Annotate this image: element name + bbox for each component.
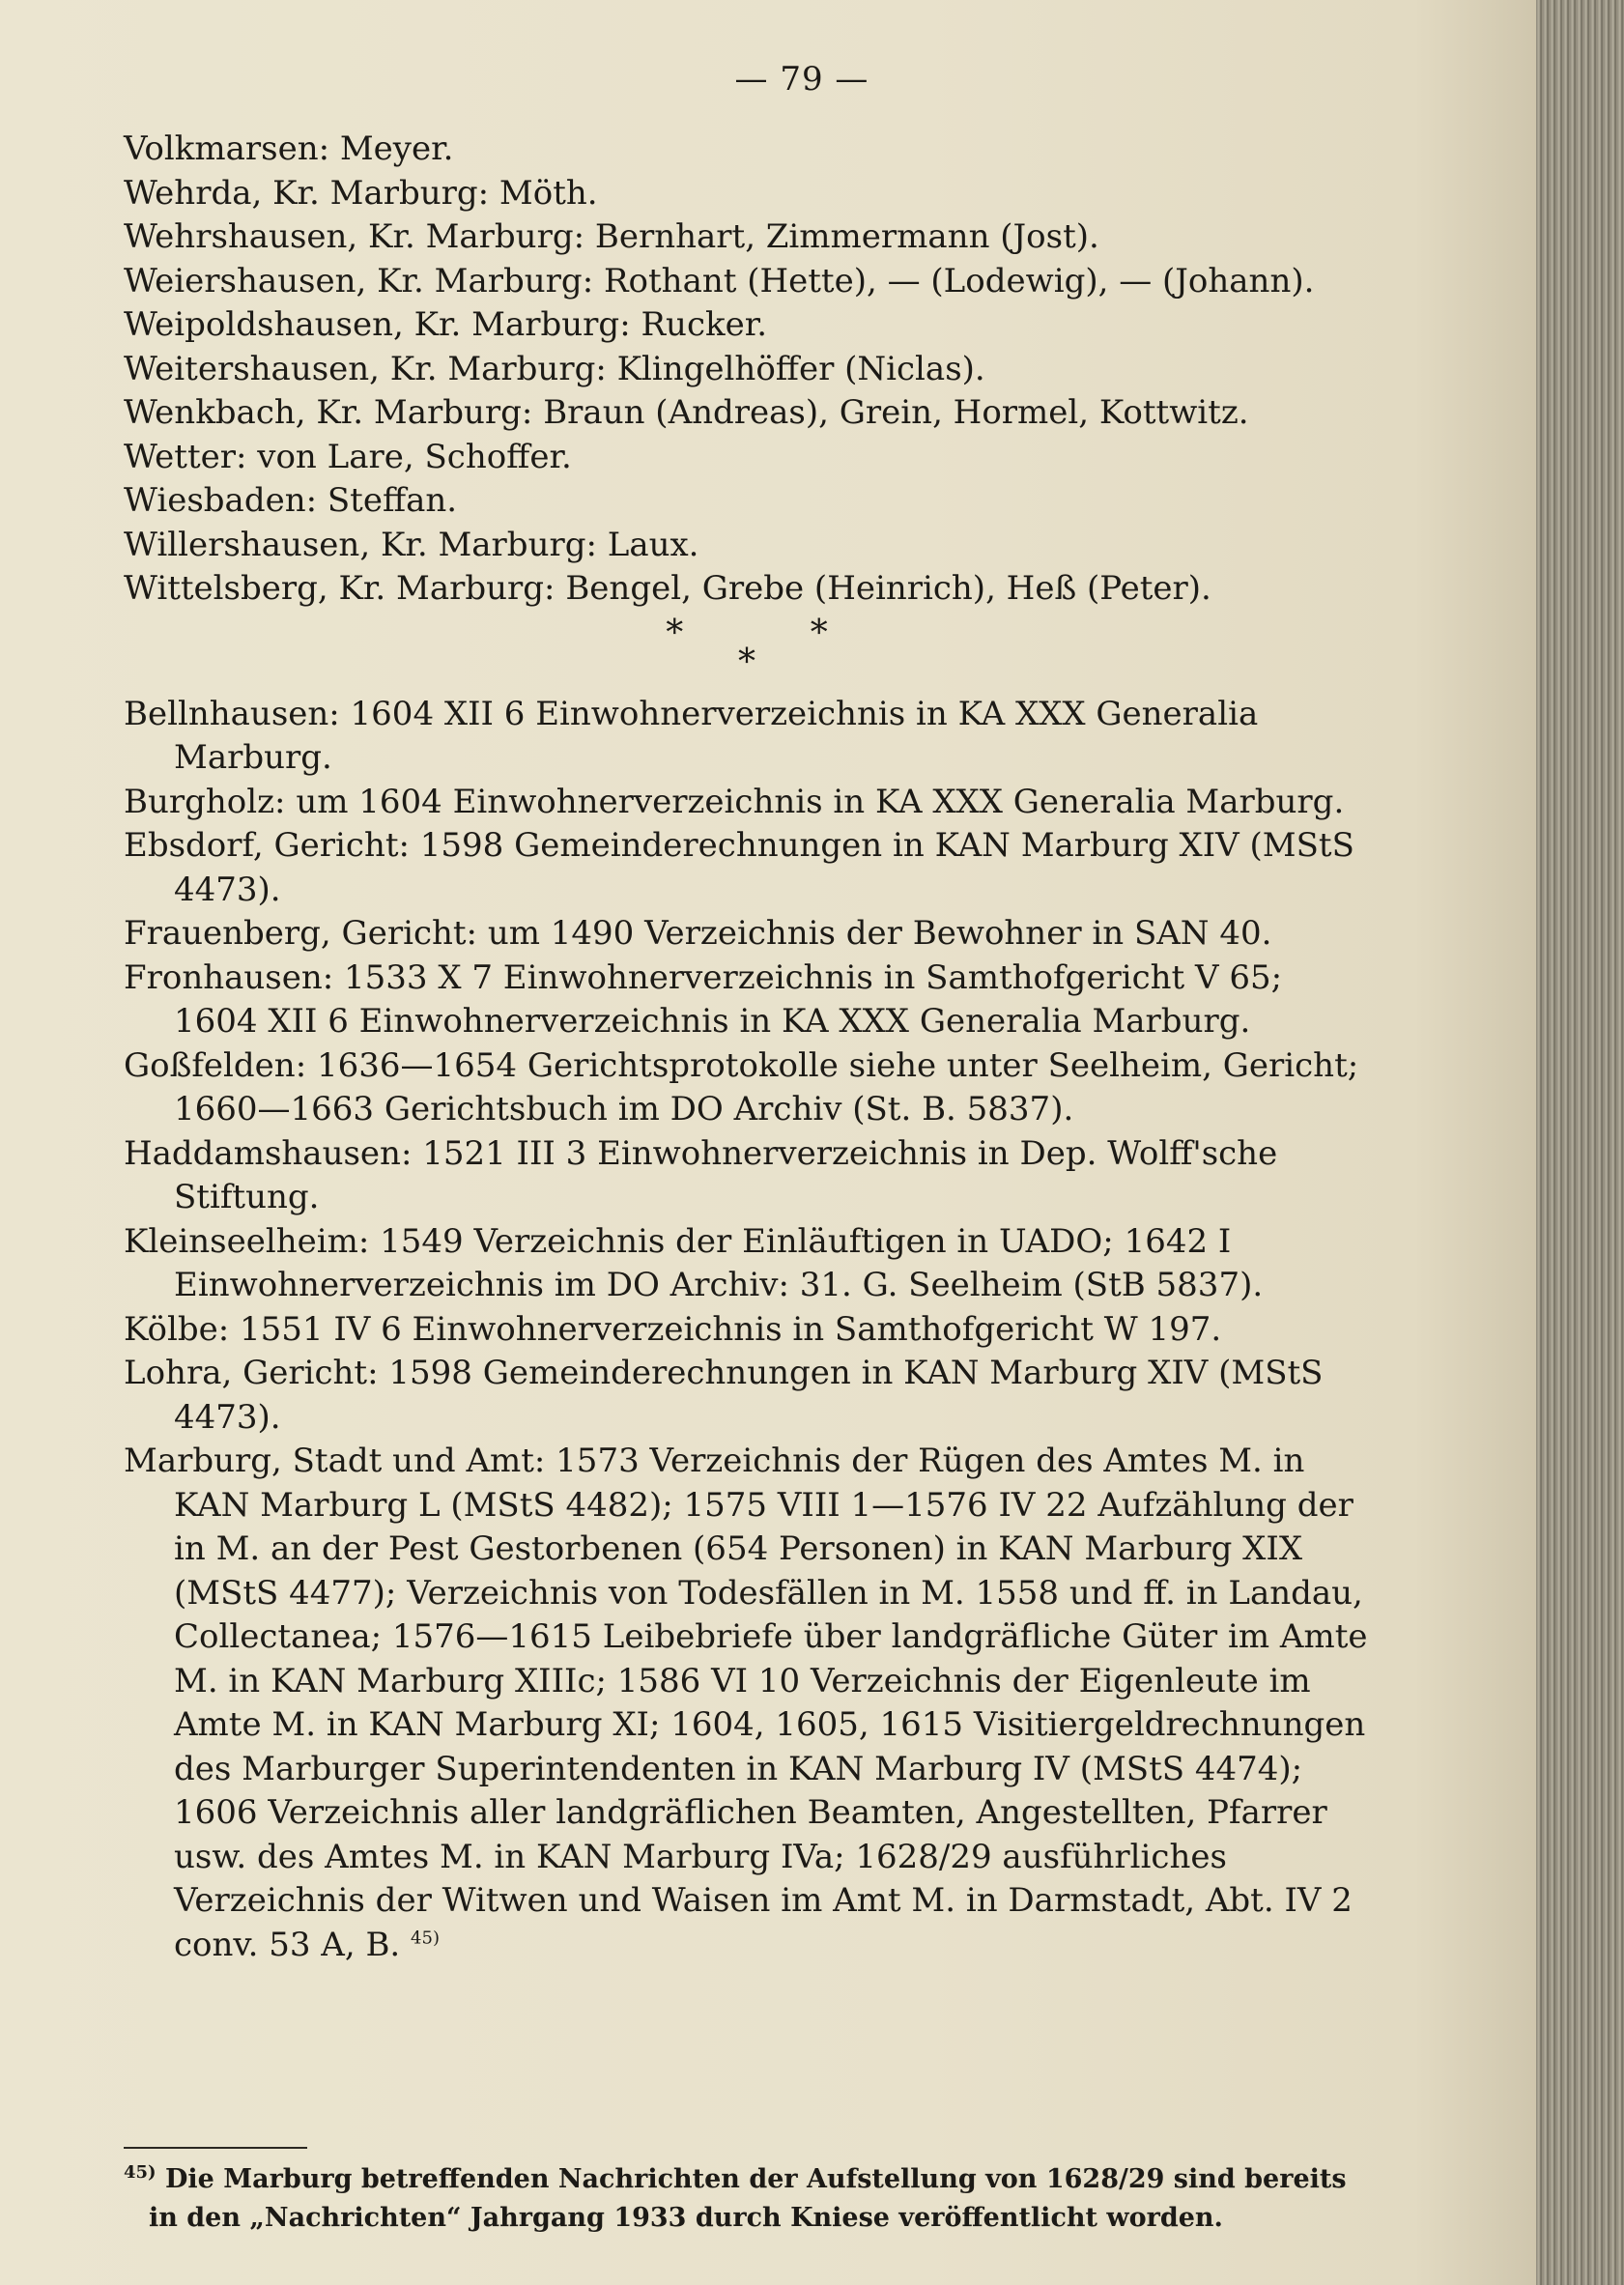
list-item: Wittelsberg, Kr. Marburg: Bengel, Grebe (Heinrich), Heß (Peter). (124, 569, 1211, 608)
list-item: Wiesbaden: Steffan. (124, 481, 458, 520)
list-item (124, 1440, 1370, 1967)
list-item: Frauenberg, Gericht: um 1490 Verzeichnis der Bewohner in SAN 40. (124, 914, 1272, 953)
footnote-marker: 45) (124, 2162, 157, 2183)
list-item: Goßfelden: 1636—1654 Gerichtsprotokolle siehe unter Seelheim, Gericht; 1660—1663 Gerichtsbuch im DO Archiv (St. B. 5837). (124, 1045, 1359, 1128)
list-item: Wehrda, Kr. Marburg: Möth. (124, 173, 598, 213)
list-item: Weipoldshausen, Kr. Marburg: Rucker. (124, 305, 768, 344)
list-item: Lohra, Gericht: 1598 Gemeinderechnungen in KAN Marburg XIV (MStS 4473). (124, 1354, 1324, 1437)
list-item: Wehrshausen, Kr. Marburg: Bernhart, Zimmermann (Jost). (124, 217, 1099, 256)
footnote-divider (124, 2147, 307, 2149)
list-item: Bellnhausen: 1604 XII 6 Einwohnerverzeichnis in KA XXX Generalia Marburg. (124, 694, 1259, 777)
asterisks-row-2: * (738, 642, 755, 682)
page-number: — 79 — (734, 60, 869, 99)
asterisks-row-1: * * (666, 613, 886, 653)
list-item: Wetter: von Lare, Schoffer. (124, 437, 572, 476)
list-item: Weitershausen, Kr. Marburg: Klingelhöffer (Niclas). (124, 349, 985, 388)
list-item: Ebsdorf, Gericht: 1598 Gemeinderechnungen in KAN Marburg XIV (MStS 4473). (124, 826, 1354, 909)
footnote (124, 2160, 1376, 2238)
list-item: Volkmarsen: Meyer. (124, 129, 454, 168)
marburg-entry-text: Marburg, Stadt und Amt: 1573 Verzeichnis der Rügen des Amtes M. in KAN Marburg L (MStS 4482); 1575 VIII 1—1576 IV 22 Aufzählung der in M. an der Pest Gestorbenen (654 Personen) in KAN Marburg XIX (MStS 4477); Verzeichnis von Todesfällen in M. 1558 und ff. in Landau, Collectanea; 1576—1615 Leibebriefe über landgräfliche Güter im Amte M. in KAN Marburg XIIIc; 1586 VI 10 Verzeichnis der Eigenleute im Amte M. in KAN Marburg XI; 1604, 1605, 1615 Visitiergeldrechnungen des Marburger Superintendenten in KAN Marburg IV (MStS 4474); 1606 Verzeichnis aller landgräflichen Beamten, Angestellten, Pfarrer usw. des Amtes M. in KAN Marburg IVa; 1628/29 ausführliches Verzeichnis der Witwen und Waisen im Amt M. in Darmstadt, Abt. IV 2 conv. 53 A, B. (124, 1442, 1368, 1964)
list-item: Wenkbach, Kr. Marburg: Braun (Andreas), Grein, Hormel, Kottwitz. (124, 393, 1249, 432)
list-item: Fronhausen: 1533 X 7 Einwohnerverzeichnis in Samthofgericht V 65; 1604 XII 6 Einwohnerverzeichnis in KA XXX Generalia Marburg. (124, 957, 1283, 1041)
footnote-reference: 45) (411, 1928, 440, 1949)
list-item: Kleinseelheim: 1549 Verzeichnis der Einläuftigen in UADO; 1642 I Einwohnerverzeichnis im DO Archiv: 31. G. Seelheim (StB 5837). (124, 1221, 1264, 1304)
list-item: Kölbe: 1551 IV 6 Einwohnerverzeichnis in Samthofgericht W 197. (124, 1309, 1222, 1349)
section-separator (124, 613, 1370, 682)
page-body (124, 128, 1370, 1967)
list-item: Burgholz: um 1604 Einwohnerverzeichnis in KA XXX Generalia Marburg. (124, 782, 1345, 821)
footnote-text: Die Marburg betreffenden Nachrichten der Aufstellung von 1628/29 sind bereits in den „Nachrichten“ Jahrgang 1933 durch Kniese veröffentlicht worden. (149, 2164, 1347, 2233)
list-item: Willershausen, Kr. Marburg: Laux. (124, 525, 699, 564)
book-page-edges (1536, 0, 1624, 2285)
list-item: Weiershausen, Kr. Marburg: Rothant (Hette), — (Lodewig), — (Johann). (124, 261, 1315, 300)
list-item: Haddamshausen: 1521 III 3 Einwohnerverzeichnis in Dep. Wolff'sche Stiftung. (124, 1133, 1278, 1216)
